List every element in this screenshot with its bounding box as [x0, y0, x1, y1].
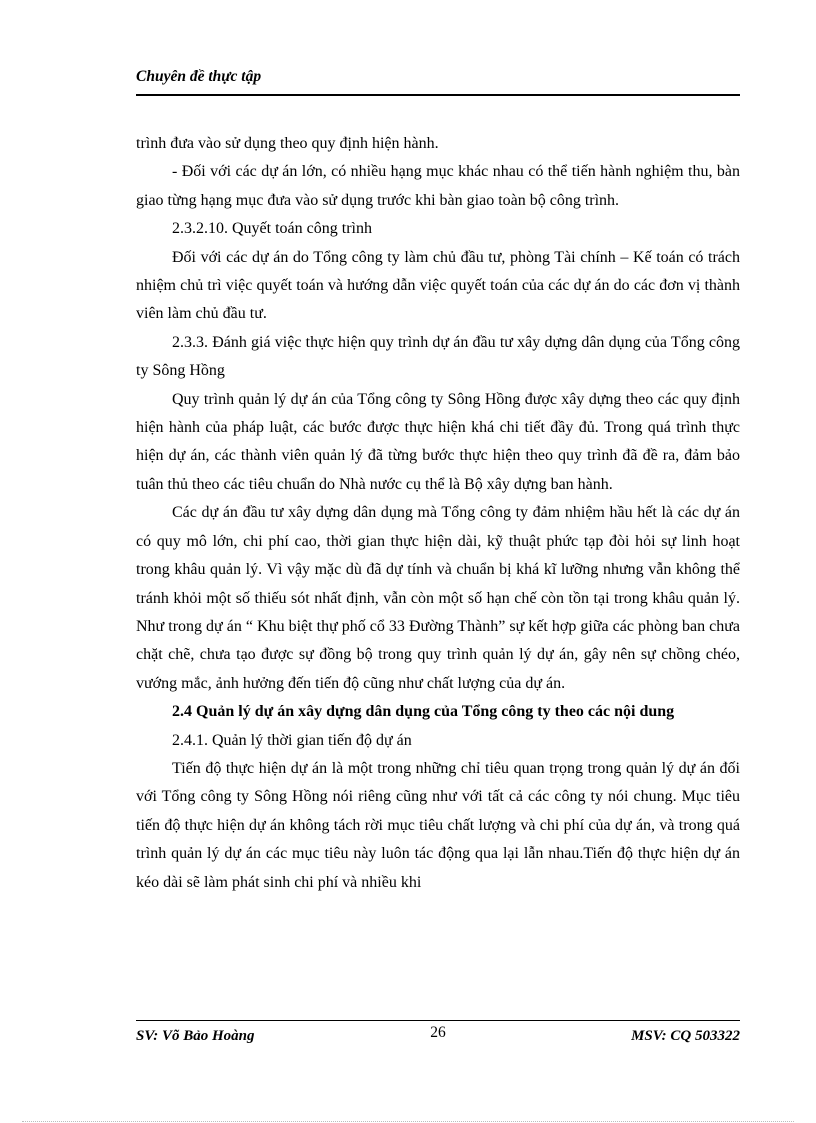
paragraph: trình đưa vào sử dụng theo quy định hiện hành. [136, 135, 439, 152]
page-number: 26 [430, 1024, 446, 1041]
section-heading: 2.4.1. Quản lý thời gian tiến độ dự án [172, 731, 412, 749]
footer-student-name: SV: Võ Bảo Hoàng [136, 1028, 255, 1044]
footer-student-id: MSV: CQ 503322 [631, 1028, 740, 1044]
page-edge [22, 1121, 794, 1122]
footer-rule [136, 1020, 740, 1021]
paragraph: Các dự án đầu tư xây dựng dân dụng mà Tổng công ty đảm nhiệm hầu hết là các dự án có quy mô lớn, chi phí cao, thời gian thực hiện dài, kỹ thuật phức tạp đòi hỏi sự linh hoạt trong khâu quản lý. Vì vậy mặc dù đã dự tính và chuẩn bị khá kĩ lưỡng nhưng vẫn không thể tránh khỏi một số thiếu sót nhất định, vẫn còn một số hạn chế còn tồn tại trong khâu quản lý. Như trong dự án “ Khu biệt thự phố cổ 33 Đường Thành” sự kết hợp giữa các phòng ban chưa chặt chẽ, chưa tạo được sự đồng bộ trong quy trình quản lý dự án, gây nên sự chồng chéo, vướng mắc, ảnh hưởng đến tiến độ cũng như chất lượng của dự án. [136, 504, 740, 692]
header-title: Chuyên đề thực tập [136, 68, 262, 85]
page-footer [136, 1020, 740, 1050]
paragraph: Tiến độ thực hiện dự án là một trong những chỉ tiêu quan trọng trong quản lý dự án đối với Tổng công ty Sông Hồng nói riêng cũng như với tất cả các công ty nói chung. Mục tiêu tiến độ thực hiện dự án không tách rời mục tiêu chất lượng và chi phí của dự án, và trong quá trình quản lý dự án các mục tiêu này luôn tác động qua lại lẫn nhau.Tiến độ thực hiện dự án kéo dài sẽ làm phát sinh chi phí và nhiều khi [136, 759, 740, 891]
header-rule [136, 94, 740, 96]
page-header [136, 66, 740, 88]
paragraph: Quy trình quản lý dự án của Tổng công ty Sông Hồng được xây dựng theo các quy định hiện hành của pháp luật, các bước được thực hiện khá chi tiết đầy đủ. Trong quá trình thực hiện dự án, các thành viên quản lý đã từng bước thực hiện theo quy trình đã đề ra, đảm bảo tuân thủ theo các tiêu chuẩn do Nhà nước cụ thể là Bộ xây dựng ban hành. [136, 390, 740, 493]
document-body [136, 130, 740, 897]
section-heading: 2.3.3. Đánh giá việc thực hiện quy trình dự án đầu tư xây dựng dân dụng của Tổng công ty Sông Hồng [136, 333, 740, 380]
paragraph: Đối với các dự án do Tổng công ty làm chủ đầu tư, phòng Tài chính – Kế toán có trách nhiệm chủ trì việc quyết toán và hướng dẫn việc quyết toán của các dự án do các đơn vị thành viên làm chủ đầu tư. [136, 248, 740, 323]
section-heading-bold: 2.4 Quản lý dự án xây dựng dân dụng của Tổng công ty theo các nội dung [172, 703, 675, 721]
paragraph: - Đối với các dự án lớn, có nhiều hạng mục khác nhau có thể tiến hành nghiệm thu, bàn giao từng hạng mục đưa vào sử dụng trước khi bàn giao toàn bộ công trình. [136, 163, 740, 209]
section-heading: 2.3.2.10. Quyết toán công trình [172, 220, 372, 238]
